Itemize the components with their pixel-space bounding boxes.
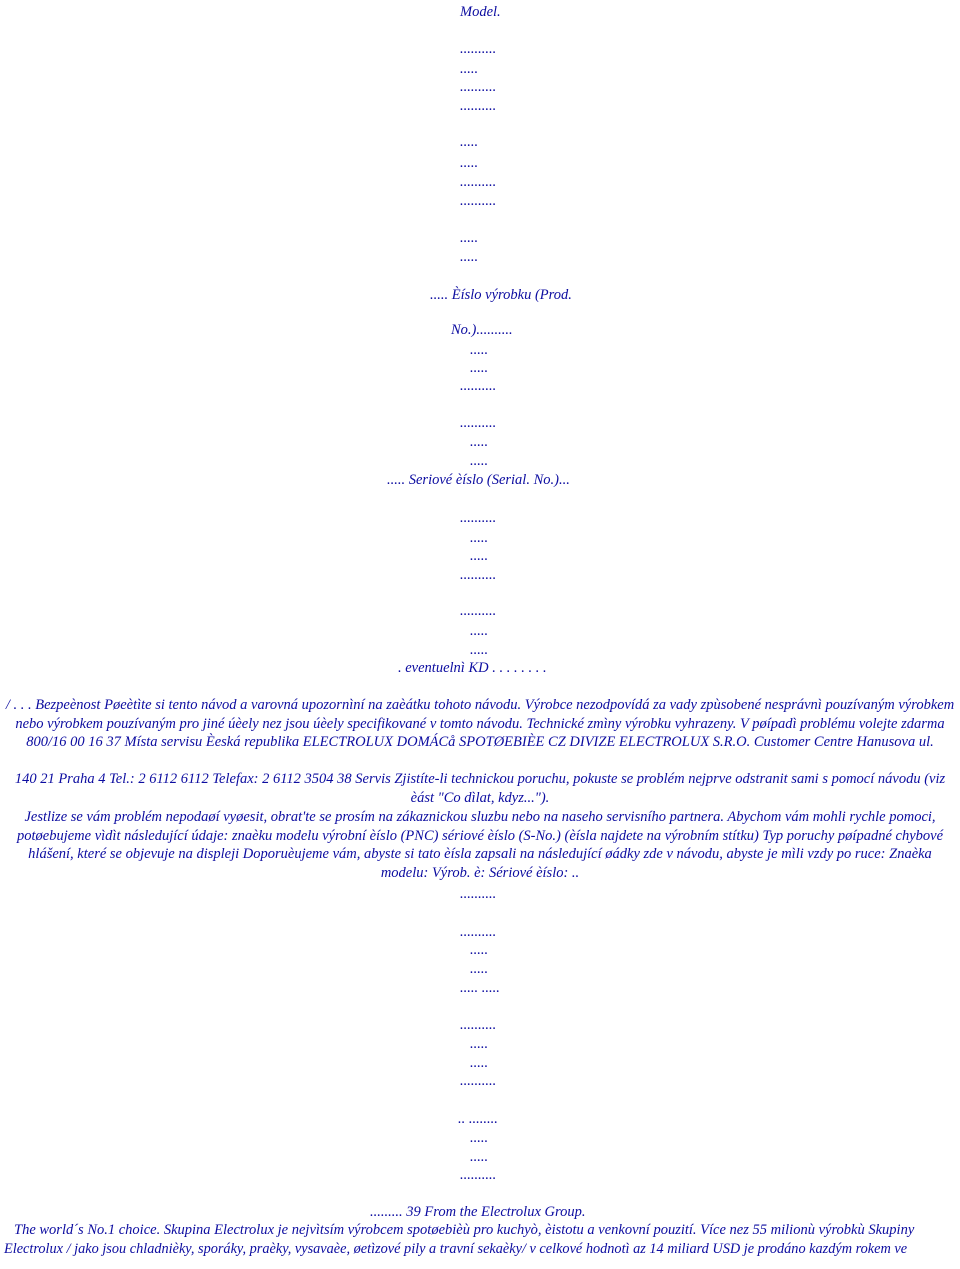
dots-line: .......... xyxy=(460,924,497,940)
dots-line: ..... xyxy=(470,548,489,564)
group-line: ......... 39 From the Electrolux Group. xyxy=(370,1204,586,1220)
dots-line: ..... xyxy=(470,942,489,958)
dots-line: ..... xyxy=(470,1055,489,1071)
product-number-label: ..... Èíslo výrobku (Prod. xyxy=(430,287,572,303)
dots-line: ..... xyxy=(470,961,489,977)
serial-number-label: ..... Seriové èíslo (Serial. No.)... xyxy=(387,472,570,488)
dots-line: .......... xyxy=(460,378,497,394)
dots-line: .......... xyxy=(460,510,497,526)
dots-line: .......... xyxy=(460,41,497,57)
dots-line: ..... xyxy=(460,134,479,150)
dots-line: .......... xyxy=(460,1073,497,1089)
dots-line: ..... xyxy=(460,230,479,246)
dots-line: ..... xyxy=(470,1149,489,1165)
dots-line: ..... xyxy=(460,61,479,77)
contact-paragraph: Jestlize se vám problém nepodaøí vyøesit, obrat'te se prosím na zákaznickou sluzbu nebo na naseho servisního partnera. Abychom vám mohli rychle pomoci, potøebujeme vìdìt následující údaje: znaèku modelu výrobní èíslo (PNC) sériové èíslo (S-No.) (èísla najdete na výrobním stítku) Typ poruchy pøípadné chybové hlášení, které se objevuje na displeji Doporuèujeme vám, abyste si tato èísla zapsali na následující øádky zde v návodu, abyste je mìli vzdy po ruce: Znaèka modelu: Výrob. è: Sériové èíslo: .. xyxy=(16,809,944,881)
dots-line: ..... xyxy=(460,155,479,171)
dots-line: .......... xyxy=(460,567,497,583)
dots-line: ..... xyxy=(470,342,489,358)
bottom-line-1: The world´s No.1 choice. Skupina Electrolux je nejvìtsím výrobcem spotøebièù pro kuchyò, èistotu a venkovní pouzití. Více nez 55 milionù výrobkù Skupiny xyxy=(14,1222,915,1238)
dots-line: ..... xyxy=(470,642,489,658)
dots-line: .......... xyxy=(460,174,497,190)
dots-line: .......... xyxy=(460,1167,497,1183)
dots-line: ..... xyxy=(460,249,479,265)
dots-line: ..... xyxy=(470,530,489,546)
dots-line: ..... xyxy=(470,360,489,376)
dots-line: ..... xyxy=(470,623,489,639)
product-number-label-cont: No.).......... xyxy=(451,322,513,338)
dots-line: ..... xyxy=(470,453,489,469)
dots-line: .......... xyxy=(460,886,497,902)
dots-line: .......... xyxy=(460,415,497,431)
dots-line: .......... xyxy=(460,79,497,95)
dots-line: .......... xyxy=(460,193,497,209)
dots-line: ..... ..... xyxy=(460,980,500,996)
dots-line: ..... xyxy=(470,434,489,450)
dots-line: ..... xyxy=(470,1036,489,1052)
model-label: Model. xyxy=(460,4,501,20)
safety-paragraph: / . . . Bezpeènost Pøeètìte si tento návod a varovná upozornìní na zaèátku tohoto návodu. Výrobce nezodpovídá za vady zpùsobené nesprávnì pouzívaným výrobkem nebo výrobkem pouzívaným pro jiné úèely nez jsou úèely specifikované v tomto návodu. Technické zmìny výrobku vyhrazeny. V pøípadì problému volejte zdarma 800/16 00 16 37 Místa servisu Èeská republika ELECTROLUX DOMÁCå SPOTØEBIÈE CZ DIVIZE ELECTROLUX S.R.O. Customer Centre Hanusova ul. xyxy=(5,697,955,751)
service-paragraph: 140 21 Praha 4 Tel.: 2 6112 6112 Telefax: 2 6112 3504 38 Servis Zjistíte-li technickou poruchu, pokuste se problém nejprve odstranit sami s pomocí návodu (viz èást "Co dìlat, kdyz..."). xyxy=(14,771,946,806)
dots-line: .......... xyxy=(460,98,497,114)
bottom-line-2: Electrolux / jako jsou chladnièky, sporáky, praèky, vysavaèe, øetìzové pily a travní sekaèky/ v celkové hodnotì az 14 miliard USD je prodáno kazdým rokem ve xyxy=(4,1241,908,1257)
kd-line: . eventuelnì KD . . . . . . . . xyxy=(398,660,547,676)
dots-line: .......... xyxy=(460,1017,497,1033)
dots-line: .. ........ xyxy=(458,1111,498,1127)
dots-line: ..... xyxy=(470,1130,489,1146)
dots-line: .......... xyxy=(460,603,497,619)
